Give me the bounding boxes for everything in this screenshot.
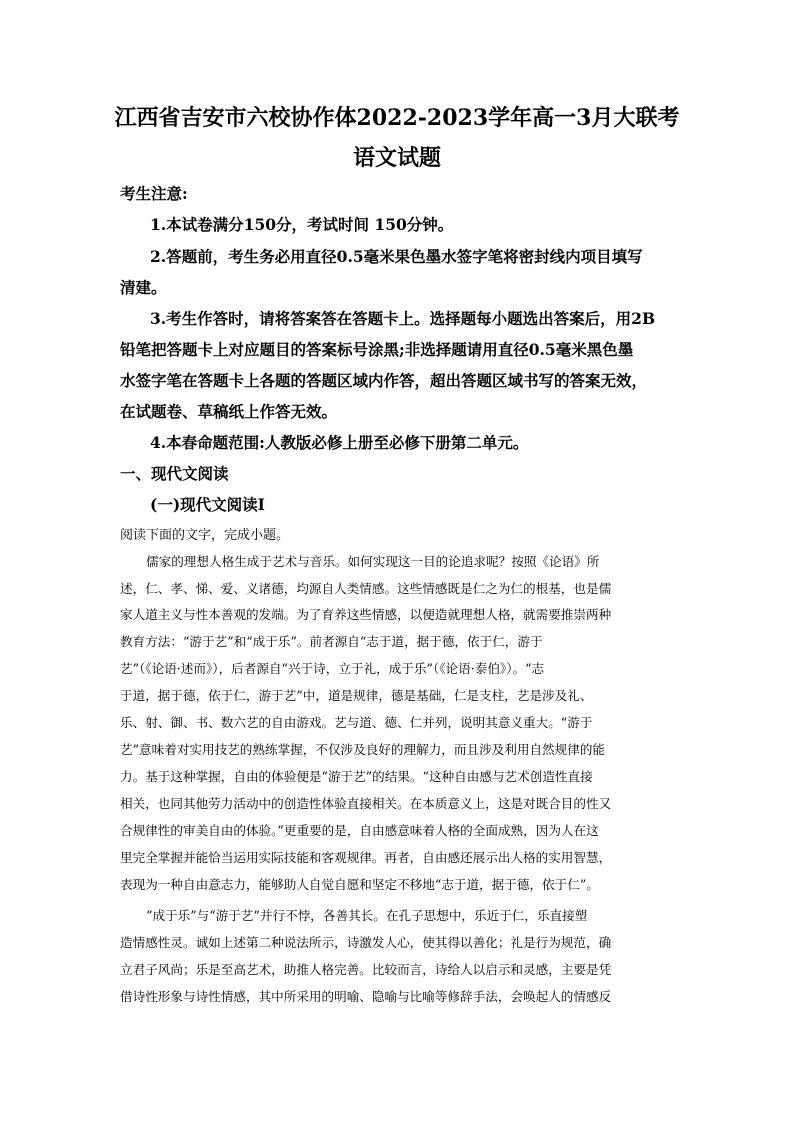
passage-line: 合规律性的审美自由的体验。”更重要的是，自由感意味着人格的全面成熟，因为人在这 bbox=[120, 823, 599, 838]
passage-line: 艺”（《论语·述而》），后者源自“兴于诗，立于礼，成于乐”（《论语·泰伯》）。“志 bbox=[120, 661, 545, 676]
passage-line: 家人道主义与性本善观的发端。为了育养这些情感，以便造就理想人格，就需要推崇两种 bbox=[120, 607, 612, 622]
notice-line: 在试题卷、草稿纸上作答无效。 bbox=[120, 402, 338, 421]
passage-line: 借诗性形象与诗性情感，其中所采用的明喻、隐喻与比喻等修辞手法，会唤起人的情感反 bbox=[120, 989, 612, 1004]
passage-line: 述，仁、孝、悌、爱、义诸德，均源自人类情感。这些情感既是仁之为仁的根基，也是儒 bbox=[120, 581, 612, 596]
passage-line: 相关，也同其他劳力活动中的创造性体验直接相关。在本质意义上，这是对既合目的性又 bbox=[120, 796, 612, 811]
passage-line: 儒家的理想人格生成于艺术与音乐。如何实现这一目的论追求呢？按照《论语》所 bbox=[146, 554, 600, 569]
notice-line: 3.考生作答时，请将答案答在答题卡上。选择题每小题选出答案后，用2B bbox=[150, 309, 656, 328]
notice-line: 2.答题前，考生务必用直径0.5毫米果色墨水签字笔将密封线内项目填写 bbox=[150, 247, 643, 266]
notice-heading: 考生注意: bbox=[120, 184, 188, 203]
notice-line: 铅笔把答题卡上对应题目的答案标号涂黑;非选择题请用直径0.5毫米黑色墨 bbox=[120, 340, 634, 359]
passage-line: 乐、射、御、书、数六艺的自由游戏。艺与道、德、仁并列，说明其意义重大。“游于 bbox=[120, 715, 593, 730]
passage-line: 里完全掌握并能恰当运用实际技能和客观规律。再者，自由感还展示出人格的实用智慧， bbox=[120, 850, 612, 865]
reading-instruction: 阅读下面的文字，完成小题。 bbox=[120, 528, 290, 543]
document-title: 江西省吉安市六校协作体2022-2023学年高一3月大联考 bbox=[114, 105, 680, 131]
notice-line: 4.本春命题范围:人教版必修上册至必修下册第二单元。 bbox=[150, 433, 529, 452]
notice-line: 清建。 bbox=[120, 278, 167, 297]
passage-line: 艺”意味着对实用技艺的熟练掌握，不仅涉及良好的理解力，而且涉及利用自然规律的能 bbox=[120, 742, 606, 757]
passage-line: 力。基于这种掌握，自由的体验便是“游于艺”的结果。“这种自由感与艺术创造性直接 bbox=[120, 769, 593, 784]
document-subtitle: 语文试题 bbox=[352, 145, 441, 171]
section-heading: 一、现代文阅读 bbox=[120, 464, 229, 483]
passage-line: 教育方法：“游于艺”和“成于乐”。前者源自“志于道，据于德，依于仁，游于 bbox=[120, 634, 543, 649]
passage-line: “成于乐”与“游于艺”并行不悖，各善其长。在孔子思想中，乐近于仁，乐直接塑 bbox=[146, 908, 588, 923]
passage-line: 造情感性灵。诚如上述第二种说法所示，诗激发人心，使其得以善化；礼是行为规范，确 bbox=[120, 935, 612, 950]
passage-line: 表现为一种自由意志力，能够助人自觉自愿和坚定不移地“志于道，据于德，依于仁”。 bbox=[120, 877, 599, 892]
notice-line: 水签字笔在答题卡上各题的答题区域内作答，超出答题区域书写的答案无效， bbox=[120, 371, 648, 390]
passage-line: 立君子风尚；乐是至高艺术，助推人格完善。比较而言，诗给人以启示和灵感，主要是凭 bbox=[120, 962, 612, 977]
passage-line: 于道，据于德，依于仁，游于艺”中，道是规律，德是基础，仁是支柱，艺是涉及礼、 bbox=[120, 688, 593, 703]
notice-line: 1.本试卷满分150分，考试时间 150分钟。 bbox=[150, 215, 454, 234]
subsection-heading: (一)现代文阅读Ⅰ bbox=[150, 495, 265, 514]
